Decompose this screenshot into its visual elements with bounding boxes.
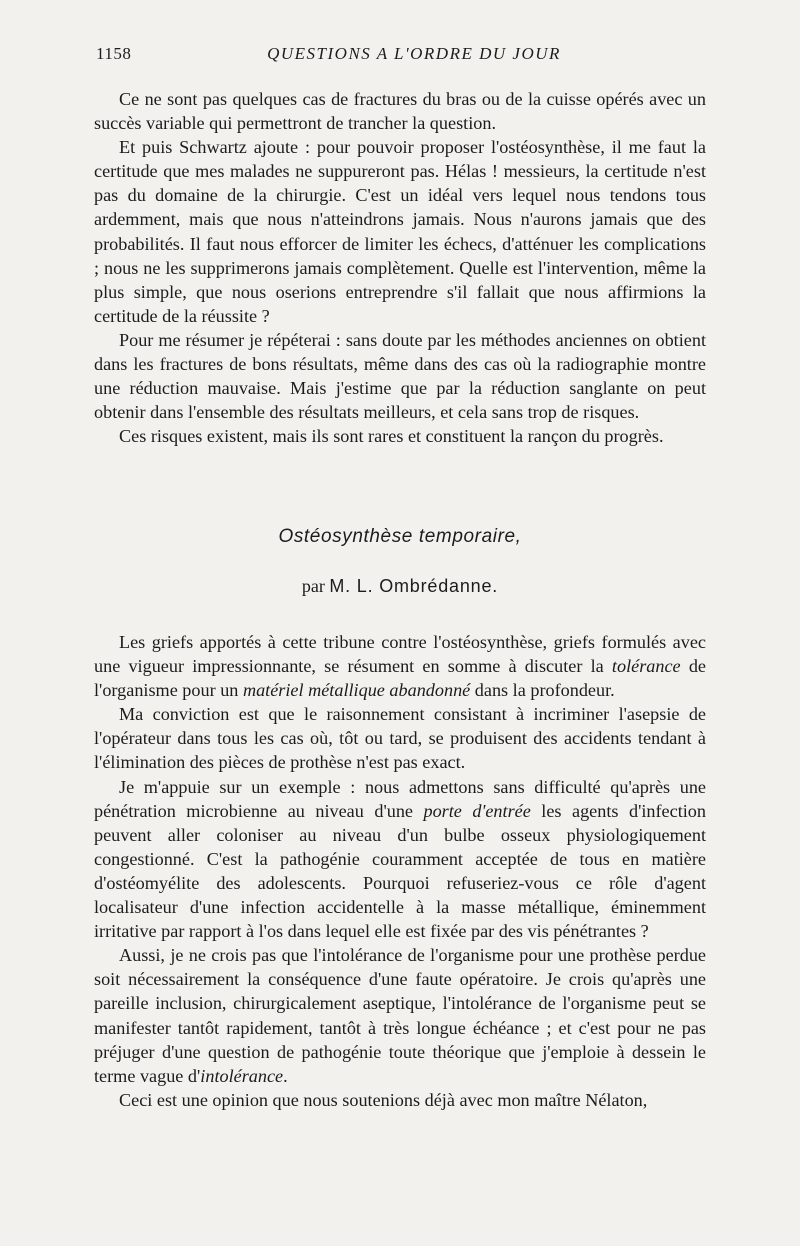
paragraph	[94, 775, 706, 944]
byline	[94, 576, 706, 597]
byline-prefix: par	[301, 576, 325, 596]
author-name: M. L. Ombrédanne.	[329, 576, 499, 596]
text-run: Aussi, je ne crois pas que l'intolérance de l'organisme pour une prothèse perdue soit nécessairement la conséquence d'une faute opératoire. Je crois qu'après une pareille inclusion, chirurgicalement aseptique, l'intolérance de l'organisme peut se manifester tantôt rapidement, tantôt à très longue échéance ; et c'est pour ne pas préjuger d'une question de pathogénie toute théorique que j'emploie à dessein le terme vague d'	[94, 945, 706, 1086]
italic-term: tolérance	[611, 656, 681, 677]
paragraph: Ma conviction est que le raisonnement consistant à incriminer l'asepsie de l'opérateur dans tous les cas où, tôt ou tard, se produisent des accidents tendant à l'élimination des pièces de prothèse n'est pas exact.	[94, 704, 706, 773]
text-run: Les griefs apportés à cette tribune contre l'ostéosynthèse, griefs formulés avec une vigueur impressionnante, se résument en somme à discuter la	[94, 632, 706, 677]
italic-term: intolérance	[200, 1065, 284, 1086]
running-title: QUESTIONS A L'ORDRE DU JOUR	[267, 44, 561, 63]
text-run: les agents d'infection peuvent aller coloniser au niveau d'un bulbe osseux physiologiquement congestionné. C'est la pathogénie couramment acceptée de tous en matière d'ostéomyélite des adolescents. Pourquoi refuseriez-vous ce rôle d'agent localisateur d'une infection accidentelle à la masse métallique, éminemment irritative par rapport à l'os dans lequel elle est fixée par des vis pénétrantes ?	[94, 800, 706, 942]
paragraph: Ceci est une opinion que nous soutenions déjà avec mon maître Nélaton,	[119, 1089, 648, 1110]
paragraph	[94, 630, 706, 702]
section-title: Ostéosynthèse temporaire,	[278, 526, 522, 547]
previous-discussion-text	[94, 87, 706, 448]
italic-term: matériel métallique abandonné	[242, 680, 471, 701]
paragraph	[94, 943, 706, 1088]
text-run: .	[283, 1065, 288, 1086]
paragraph: Ces risques existent, mais ils sont rares et constituent la rançon du progrès.	[119, 426, 664, 447]
text-run: dans la profondeur.	[470, 680, 615, 701]
paragraph: Et puis Schwartz ajoute : pour pouvoir proposer l'ostéosynthèse, il me faut la certitude que mes malades ne suppureront pas. Hélas ! messieurs, la certitude n'est pas du domaine de la chirurgie. C'est un idéal vers lequel nous tendons tous ardemment, mais que nous n'atteindrons jamais. Nous n'aurons jamais que des probabilités. Il faut nous efforcer de limiter les échecs, d'atténuer les complications ; nous ne les supprimerons jamais complètement. Quelle est l'intervention, même la plus simple, que nous oserions entreprendre s'il fallait que nous affirmions la certitude de la réussite ?	[94, 137, 706, 326]
paragraph: Ce ne sont pas quelques cas de fractures du bras ou de la cuisse opérés avec un succès variable qui permettront de trancher la question.	[94, 89, 706, 134]
paragraph: Pour me résumer je répéterai : sans doute par les méthodes anciennes on obtient dans les fractures de bons résultats, même dans des cas où la radiographie montre une réduction mauvaise. Mais j'estime que par la réduction sanglante on peut obtenir dans l'ensemble des résultats meilleurs, et cela sans trop de risques.	[94, 329, 706, 423]
page-header	[96, 44, 702, 70]
page-number: 1158	[96, 44, 132, 63]
article-text	[94, 630, 706, 1112]
text-run: de l'organisme pour un	[94, 656, 706, 701]
text-run: Je m'appuie sur un exemple : nous admettons sans difficulté qu'après une pénétration microbienne au niveau d'une	[94, 776, 706, 821]
italic-term: porte d'entrée	[423, 800, 531, 821]
